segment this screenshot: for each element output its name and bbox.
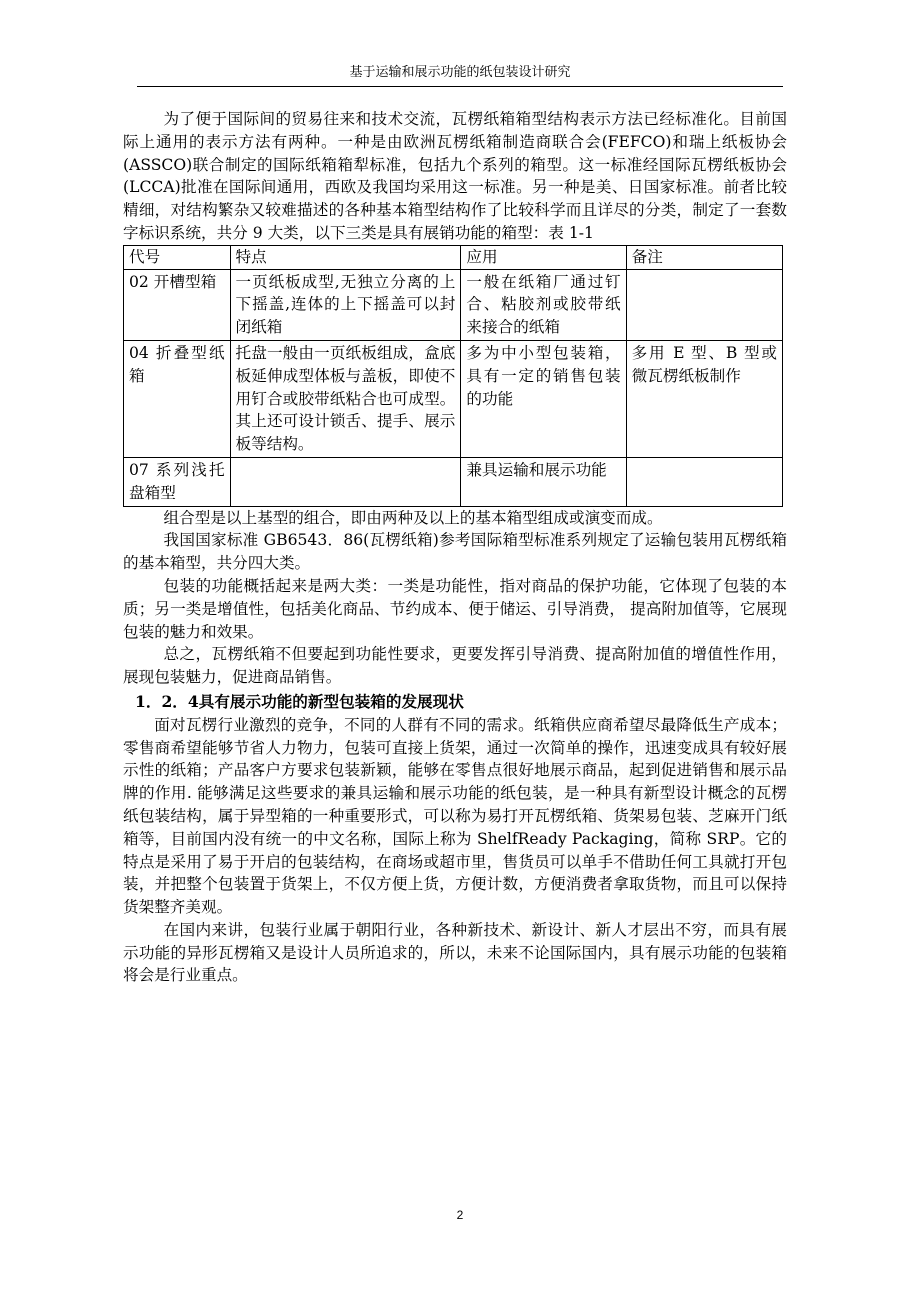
body-paragraph: 面对瓦楞行业激烈的竞争，不同的人群有不同的需求。纸箱供应商希望尽最降低生产成本；零售商希望能够节省人力物力，包装可直接上货架，通过一次简单的操作，迅速变成具有较好展示性的纸箱；产品客户方要求包装新颖，能够在零售点很好地展示商品，起到促进销售和展示品牌的作用. 能够满足这些要求的兼具运输和展示功能的纸包装，是一种具有新型设计概念的瓦楞纸包装结构，属于异型箱的一种重要形式，可以称为易打开瓦楞纸箱、货架易包装、芝麻开门纸箱等，目前国内没有统一的中文名称，国际上称为 ShelfReady Packaging，简称 SRP。它的特点是采用了易于开启的包装结构，在商场或超市里，售货员可以单手不借助任何工具就打开包装，并把整个包装置于货架上，不仅方便上货，方便计数，方便消费者拿取货物，而且可以保持货架整齐美观。 (123, 715, 787, 917)
table-row (124, 340, 783, 457)
table-header-cell: 应用 (461, 245, 626, 269)
body-paragraph: 在国内来讲，包装行业属于朝阳行业，各种新技术、新设计、新人才层出不穷，而具有展示功能的异形瓦楞箱又是设计人员所追求的，所以，未来不论国际国内，具有展示功能的包装箱将会是行业重点。 (123, 920, 787, 985)
body-paragraph: 总之，瓦楞纸箱不但要起到功能性要求，更要发挥引导消费、提高附加值的增值性作用，展现包装魅力，促进商品销售。 (123, 645, 787, 687)
table-cell-application: 兼具运输和展示功能 (461, 457, 626, 506)
page-number: 2 (456, 1208, 464, 1222)
table-cell-code: 07 系列浅托盘箱型 (124, 457, 231, 506)
table-header-cell: 特点 (230, 245, 461, 269)
body-paragraph: 我国国家标准 GB6543．86(瓦楞纸箱)参考国际箱型标准系列规定了运输包装用瓦楞纸箱的基本箱型，共分四大类。 (123, 531, 787, 573)
table-header-cell: 代号 (124, 245, 231, 269)
header-rule (137, 86, 783, 87)
table-row (124, 269, 783, 340)
table-cell-note (626, 269, 782, 340)
section-heading: 1．2．4具有展示功能的新型包装箱的发展现状 (135, 691, 464, 711)
table-cell-feature: 一页纸板成型,无独立分离的上下摇盖,连体的上下摇盖可以封闭纸箱 (230, 269, 461, 340)
table-row (124, 457, 783, 506)
table-header-row (124, 245, 783, 269)
body-paragraph: 组合型是以上基型的组合，即由两种及以上的基本箱型组成或演变而成。 (163, 508, 663, 527)
table-cell-code: 02 开槽型箱 (124, 269, 231, 340)
running-header: 基于运输和展示功能的纸包装设计研究 (349, 65, 571, 80)
table-cell-note (626, 457, 782, 506)
table-cell-feature: 托盘一般由一页纸板组成，盒底板延伸成型体板与盖板，即使不用钉合或胶带纸粘合也可成型。其上还可设计锁舌、提手、展示板等结构。 (230, 340, 461, 457)
box-type-table (123, 245, 783, 507)
table-cell-code: 04 折叠型纸箱 (124, 340, 231, 457)
table-cell-application: 多为中小型包装箱，具有一定的销售包装的功能 (461, 340, 626, 457)
document-body (123, 108, 787, 987)
table-cell-note: 多用 E 型、B 型或微瓦楞纸板制作 (626, 340, 782, 457)
table-cell-feature (230, 457, 461, 506)
table-header-cell: 备注 (626, 245, 782, 269)
table-cell-application: 一般在纸箱厂通过钉合、粘胶剂或胶带纸来接合的纸箱 (461, 269, 626, 340)
intro-paragraph: 为了便于国际间的贸易往来和技术交流，瓦楞纸箱箱型结构表示方法已经标准化。目前国际上通用的表示方法有两种。一种是由欧洲瓦楞纸箱制造商联合会(FEFCO)和瑞上纸板协会(ASSCO)联合制定的国际纸箱箱犁标准，包括九个系列的箱型。这一标准经国际瓦楞纸板协会(LCCA)批准在国际间通用，西欧及我国均采用这一标准。另一种是美、日国家标准。前者比较精细，对结构繁杂又较难描述的各种基本箱型结构作了比较科学而且详尽的分类，制定了一套数字标识系统，共分 9 大类，以下三类是具有展销功能的箱型：表 1-1 (123, 110, 787, 242)
body-paragraph: 包装的功能概括起来是两大类：一类是功能性，指对商品的保护功能，它体现了包装的本质；另一类是增值性，包括美化商品、节约成本、便于储运、引导消费， 提高附加值等，它展现包装的魅力和效果。 (123, 576, 787, 641)
